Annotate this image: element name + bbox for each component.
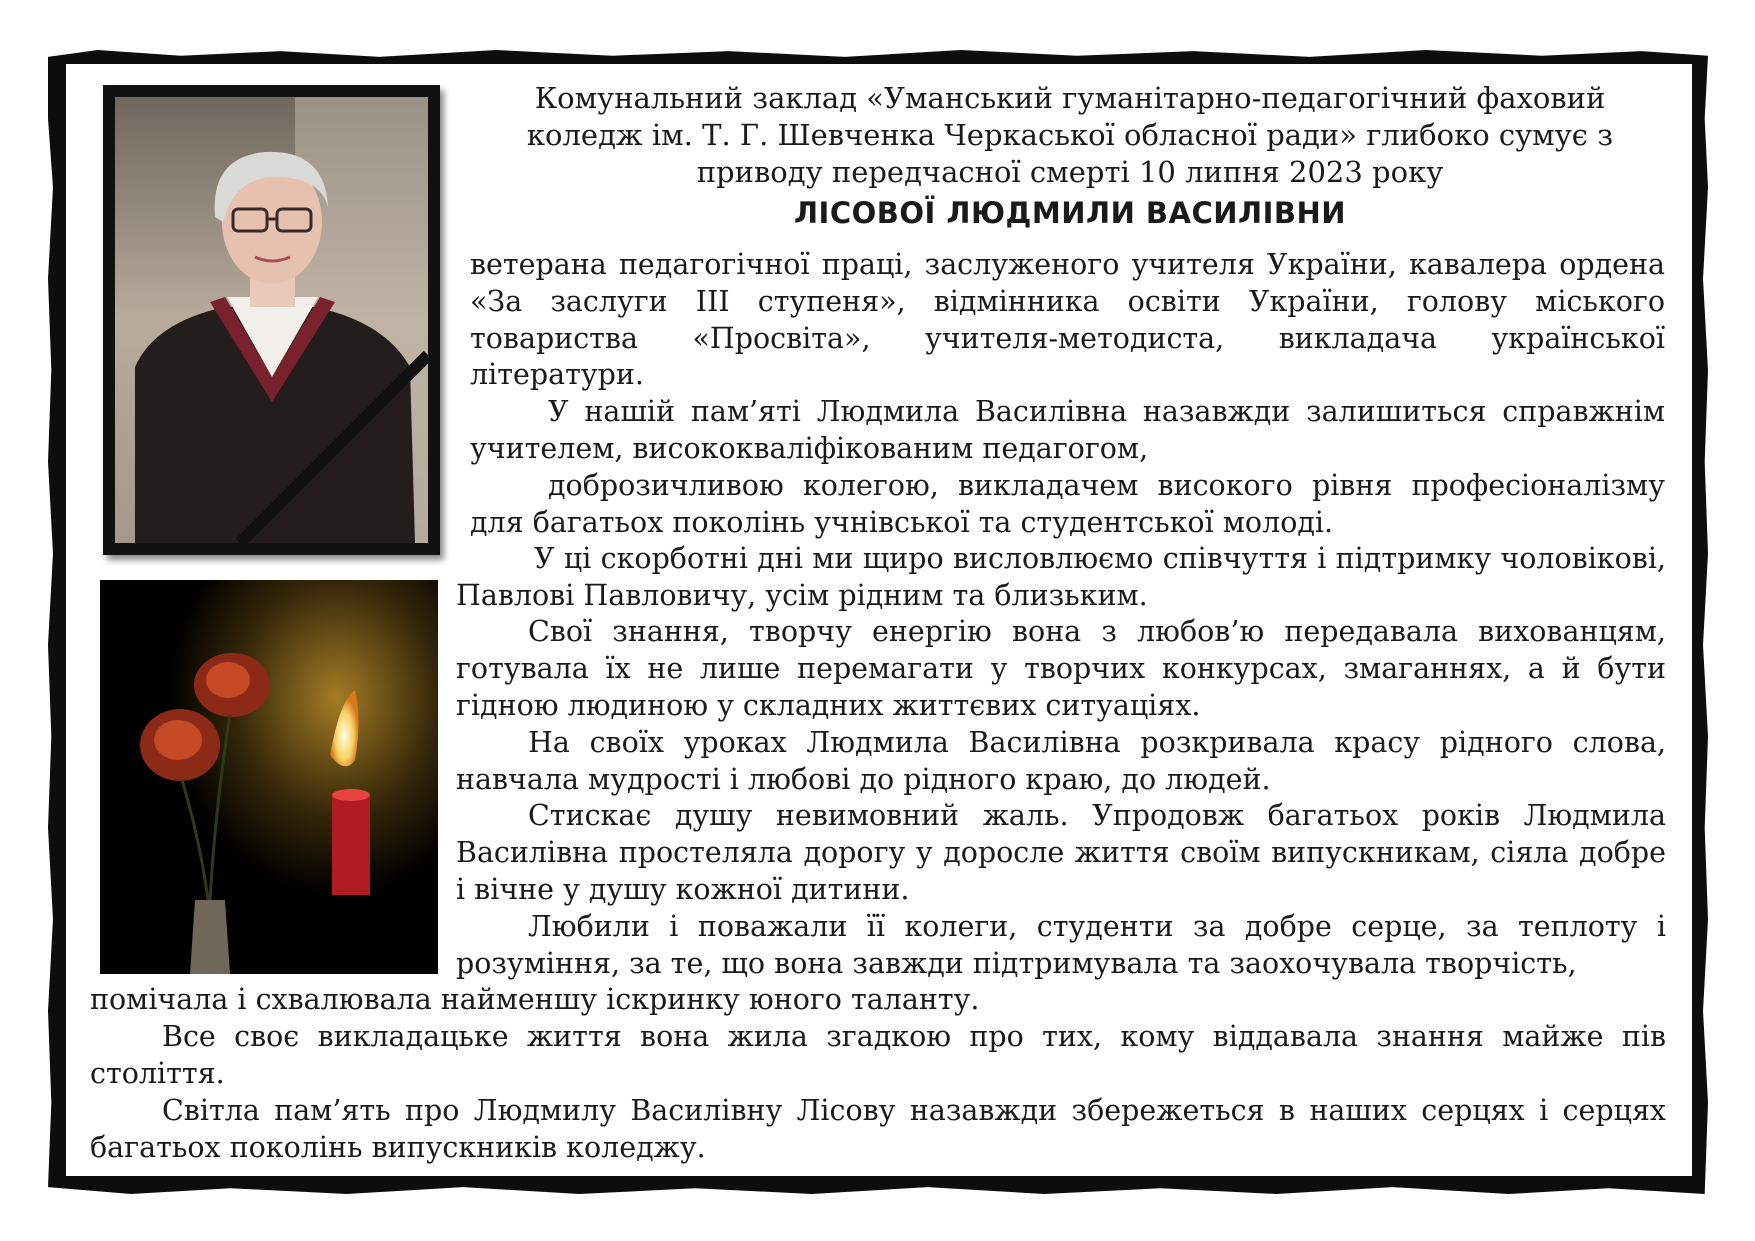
paragraph-2 — [470, 394, 1665, 468]
paragraph-10-text: Світла пам’ять про Людмилу Василівну Лісову назавжди збережеться в наших серцях і серцях багатьох поколінь випускників коледжу. — [90, 1094, 1666, 1164]
paragraph-1: ветерана педагогічної праці, заслуженого учителя України, кавалера ордена «За заслуги ІІІ ступеня», відмінника освіти України, голову міського товариства «Просвіта», учителя-методиста, викладача української літератури. — [470, 248, 1665, 392]
paragraph-8 — [456, 909, 1666, 983]
paragraph-3 — [470, 468, 1665, 542]
paragraph-9 — [90, 1019, 1666, 1093]
header-line-1: Комунальний заклад «Уманський гуманітарно-педагогічний фаховий — [534, 81, 1606, 115]
paragraph-4 — [456, 541, 1666, 615]
paragraph-6 — [456, 725, 1666, 799]
paragraph-6-text: На своїх уроках Людмила Василівна розкривала красу рідного слова, навчала мудрості і любові до рідного краю, до людей. — [456, 726, 1666, 796]
paragraph-8-continued: помічала і схвалювала найменшу іскринку юного таланту. — [90, 983, 980, 1016]
paragraph-7-text: Стискає душу невимовний жаль. Упродовж багатьох років Людмила Василівна простеляла дорогу у доросле життя своїм випускникам, сіяла добре і вічне у душу кожної дитини. — [456, 799, 1666, 906]
paragraph-9-text: Все своє викладацьке життя вона жила згадкою про тих, кому віддавала знання майже пів століття. — [90, 1020, 1666, 1090]
paragraph-2-text: У нашій пам’яті Людмила Василівна назавжди залишиться справжнім учителем, висококваліфікованим педагогом, — [470, 395, 1665, 465]
deceased-name: ЛІСОВОЇ ЛЮДМИЛИ ВАСИЛІВНИ — [793, 196, 1347, 230]
portrait-photo — [103, 85, 440, 555]
paragraph-5-text: Свої знання, творчу енергію вона з любов’ю передавала вихованцям, готувала їх не лише перемагати у творчих конкурсах, змаганнях, а й бути гідною людиною у складних життєвих ситуаціях. — [456, 615, 1666, 722]
paragraph-7 — [456, 798, 1666, 908]
paragraph-4-text: У ці скорботні дні ми щиро висловлюємо співчуття і підтримку чоловікові, Павлові Павловичу, усім рідним та близьким. — [456, 542, 1666, 612]
header-line-3: приводу передчасної смерті 10 липня 2023 року — [696, 155, 1444, 189]
paragraph-10 — [90, 1093, 1666, 1167]
header-line-2: коледж ім. Т. Г. Шевченка Черкаської обласної ради» глибоко сумує з — [526, 118, 1614, 152]
candle-rose-photo — [100, 580, 438, 974]
portrait-image — [115, 97, 428, 543]
paragraph-8-text: Любили і поважали її колеги, студенти за добре серце, за теплоту і розуміння, за те, що вона завжди підтримувала та заохочувала творчість, — [456, 910, 1666, 980]
paragraph-5 — [456, 614, 1666, 724]
paragraph-3-text: доброзичливою колегою, викладачем високого рівня професіоналізму для багатьох поколінь учнівської та студентської молоді. — [470, 469, 1665, 539]
institution-header — [470, 80, 1670, 191]
candle-rose-image — [100, 580, 438, 974]
